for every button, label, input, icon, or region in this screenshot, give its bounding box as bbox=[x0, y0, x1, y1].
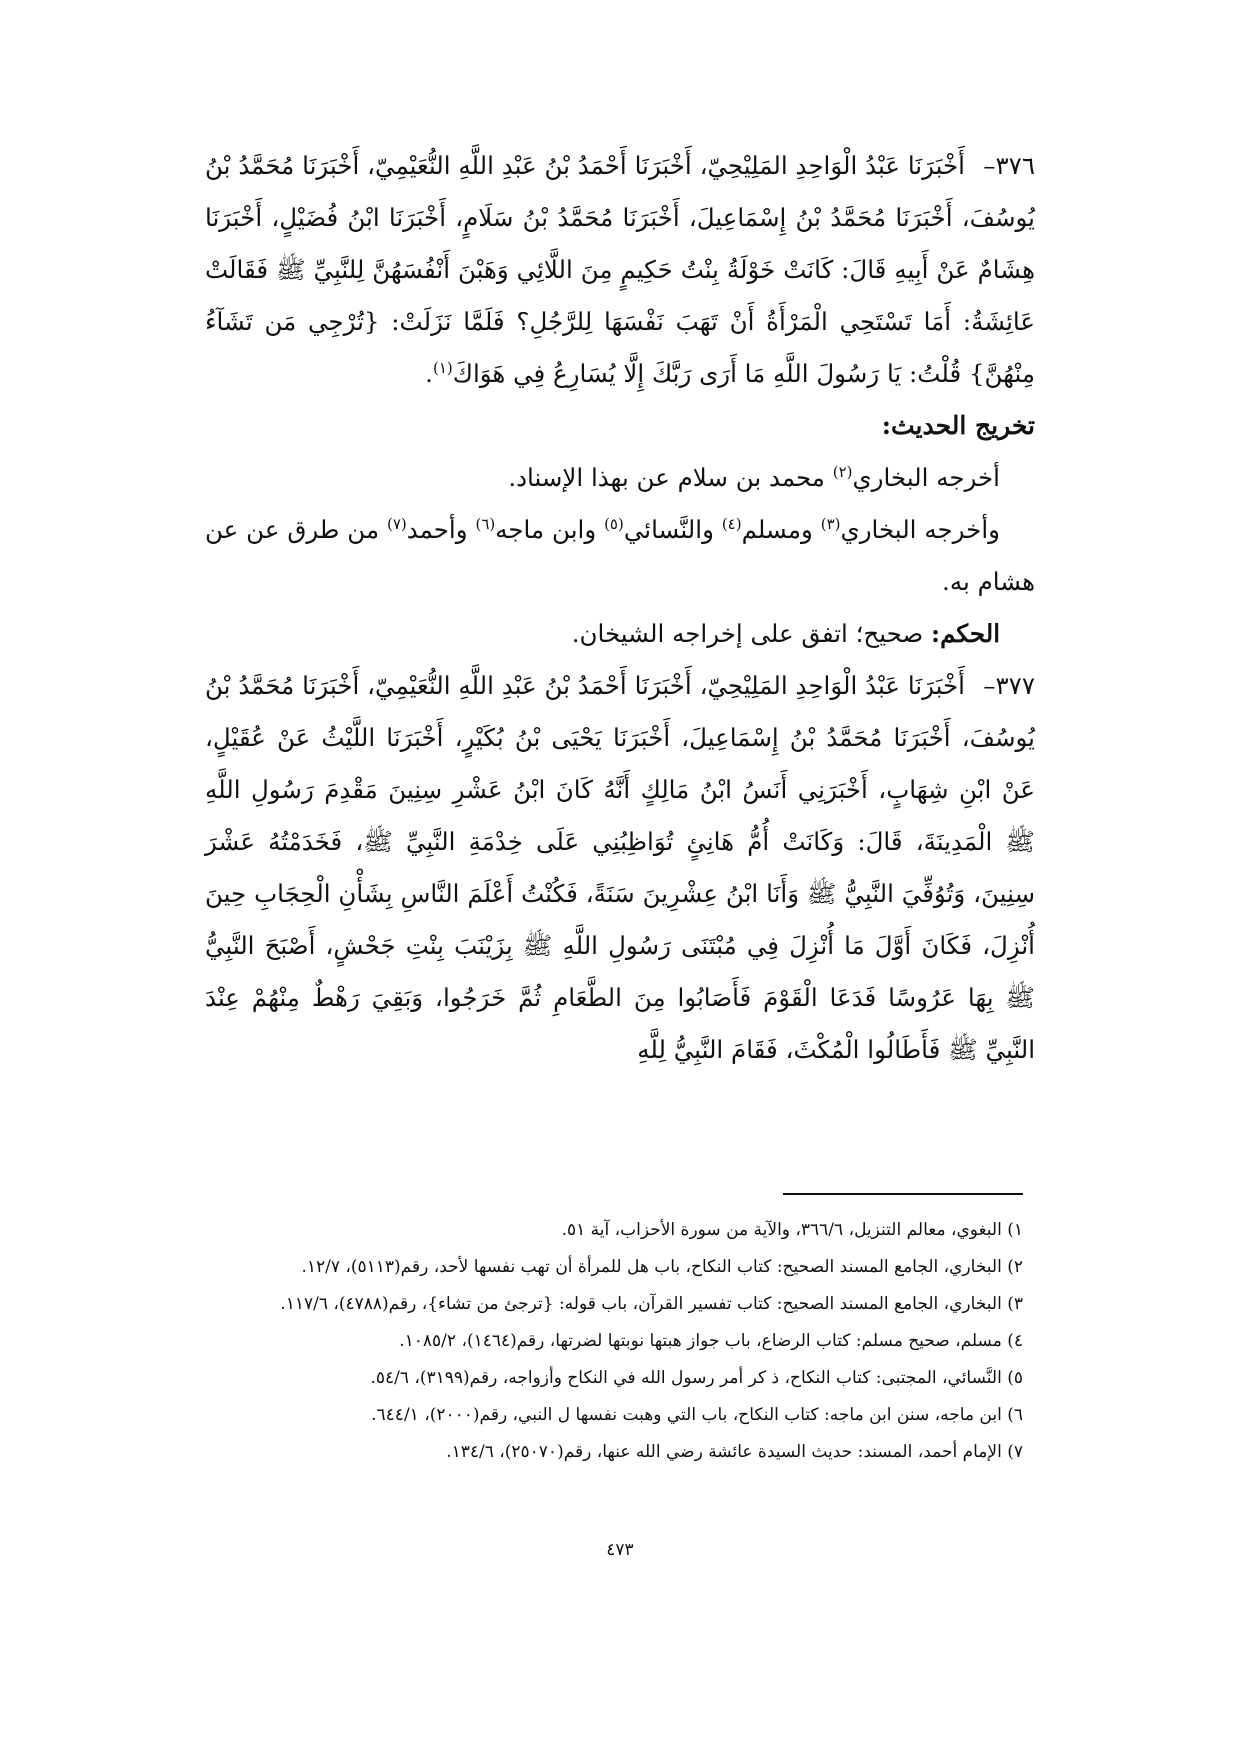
takhrij-text: ومسلم bbox=[741, 515, 821, 544]
takhrij-line-2 bbox=[205, 504, 1035, 608]
page-number: ٤٧٣ bbox=[606, 1540, 634, 1560]
footnote-ref[interactable]: (٣) bbox=[820, 514, 841, 533]
takhrij-heading: تخريج الحديث: bbox=[881, 411, 1035, 440]
footnote-ref[interactable]: (٤) bbox=[721, 514, 742, 533]
hadith-text: أَخْبَرَنَا عَبْدُ الْوَاحِدِ المَلِيْحِيّ، أَخْبَرَنَا أَحْمَدُ بْنُ عَبْدِ اللَّهِ النُّعَيْمِيّ، أَخْبَرَنَا مُحَمَّدُ بْنُ يُوسُفَ، أَخْبَرَنَا مُحَمَّدُ بْنُ إِسْمَاعِيلَ، أَخْبَرَنَا مُحَمَّدُ بْنُ سَلَامٍ، أَخْبَرَنَا ابْنُ فُضَيْلٍ، أَخْبَرَنَا هِشَامٌ عَنْ أَبِيهِ قَالَ: كَانَتْ خَوْلَةُ بِنْتُ حَكِيمٍ مِنَ اللَّائِي وَهَبْنَ أَنْفُسَهُنَّ لِلنَّبِيِّ ﷺ فَقَالَتْ عَائِشَةُ: أَمَا تَسْتَحِي الْمَرْأَةُ أَنْ تَهَبَ نَفْسَهَا لِلرَّجُلِ؟ فَلَمَّا نَزَلَتْ: {تُرْجِي مَن تَشَآءُ مِنْهُنَّ} قُلْتُ: يَا رَسُولَ اللَّهِ مَا أَرَى رَبَّكَ إِلَّا يُسَارِعُ فِي هَوَاكَ bbox=[205, 151, 1035, 388]
footnote-7: ٧) الإمام أحمد، المسند: حديث السيدة عائشة رضي الله عنها، رقم(٢٥٠٧٠)، ١٣٤/٦. bbox=[446, 1442, 1023, 1462]
footnote-6: ٦) ابن ماجه، سنن ابن ماجه: كتاب النكاح، باب التي وهبت نفسها ل النبي، رقم(٢٠٠٠)، ٦٤٤/١. bbox=[371, 1405, 1023, 1425]
takhrij-text: وابن ماجه bbox=[495, 515, 605, 544]
ruling bbox=[205, 608, 1035, 660]
takhrij-text: محمد بن سلام عن بهذا الإسناد. bbox=[508, 463, 833, 492]
footnotes bbox=[193, 1212, 1023, 1471]
ruling-label: الحكم: bbox=[931, 619, 1000, 648]
hadith-number: ٣٧٦– bbox=[983, 151, 1035, 180]
takhrij-text: وأخرجه البخاري bbox=[840, 515, 1000, 544]
takhrij-line-1 bbox=[205, 452, 1035, 504]
footnote-divider bbox=[783, 1193, 1023, 1195]
hadith-text: أَخْبَرَنَا عَبْدُ الْوَاحِدِ المَلِيْحِيّ، أَخْبَرَنَا أَحْمَدُ بْنُ عَبْدِ اللَّهِ النُّعَيْمِيّ، أَخْبَرَنَا مُحَمَّدُ بْنُ يُوسُفَ، أَخْبَرَنَا مُحَمَّدُ بْنُ إِسْمَاعِيلَ، أَخْبَرَنَا يَحْيَى بْنُ بُكَيْرٍ، أَخْبَرَنَا اللَّيْثُ عَنْ عُقَيْلٍ، عَنْ ابْنِ شِهَابٍ، أَخْبَرَنِي أَنَسُ ابْنُ مَالِكٍ أَنَّهُ كَانَ ابْنُ عَشْرِ سِنِينَ مَقْدِمَ رَسُولِ اللَّهِ ﷺ الْمَدِينَةَ، قَالَ: وَكَانَتْ أُمُّ هَانِئٍ تُوَاظِبُنِي عَلَى خِدْمَةِ النَّبِيِّ ﷺ، فَخَدَمْتُهُ عَشْرَ سِنِينَ، وَتُوُفِّيَ النَّبِيُّ ﷺ وَأَنَا ابْنُ عِشْرِينَ سَنَةً، فَكُنْتُ أَعْلَمَ النَّاسِ بِشَأْنِ الْحِجَابِ حِينَ أُنْزِلَ، فَكَانَ أَوَّلَ مَا أُنْزِلَ فِي مُبْتَنَى رَسُولِ اللَّهِ ﷺ بِزَيْنَبَ بِنْتِ جَحْشٍ، أَصْبَحَ النَّبِيُّ ﷺ بِهَا عَرُوسًا فَدَعَا الْقَوْمَ فَأَصَابُوا مِنَ الطَّعَامِ ثُمَّ خَرَجُوا، وَبَقِيَ رَهْطٌ مِنْهُمْ عِنْدَ النَّبِيِّ ﷺ فَأَطَالُوا الْمُكْثَ، فَقَامَ النَّبِيُّ لِلَّهِ bbox=[205, 671, 1035, 1064]
footnote-ref[interactable]: (٧) bbox=[386, 514, 407, 533]
hadith-377 bbox=[205, 660, 1035, 1076]
hadith-number: ٣٧٧– bbox=[983, 671, 1035, 700]
footnote-5: ٥) النَّسائي، المجتبى: كتاب النكاح، ذ كر أمر رسول الله في النكاح وأزواجه، رقم(٣١٩٩)، ٥٤/٦. bbox=[370, 1368, 1023, 1388]
takhrij-text: أخرجه البخاري bbox=[852, 463, 1000, 492]
hadith-end: . bbox=[425, 359, 433, 388]
footnote-4: ٤) مسلم، صحيح مسلم: كتاب الرضاع، باب جواز هبتها نوبتها لضرتها، رقم(١٤٦٤)، ١٠٨٥/٢. bbox=[399, 1331, 1023, 1351]
footnote-ref[interactable]: (٥) bbox=[604, 514, 624, 533]
footnote-3: ٣) البخاري، الجامع المسند الصحيح: كتاب تفسير القرآن، باب قوله: {ترجئ من تشاء}، رقم(٤٧٨٨)، ١١٧/٦. bbox=[280, 1294, 1023, 1314]
takhrij-text: والنَّسائي bbox=[623, 515, 722, 544]
main-text bbox=[205, 140, 1035, 1076]
takhrij-text: من طرق عن عن هشام به. bbox=[205, 515, 1035, 596]
footnote-ref[interactable]: (٦) bbox=[475, 514, 496, 533]
footnote-ref[interactable]: (١) bbox=[432, 358, 453, 377]
footnote-ref[interactable]: (٢) bbox=[832, 462, 853, 481]
footnote-2: ٢) البخاري، الجامع المسند الصحيح: كتاب النكاح، باب هل للمرأة أن تهب نفسها لأحد، رقم(٥١١٣)، ١٢/٧. bbox=[301, 1257, 1023, 1277]
footnote-1: ١) البغوي، معالم التنزيل، ٣٦٦/٦، والآية من سورة الأحزاب، آية ٥١. bbox=[561, 1220, 1023, 1240]
takhrij-text: وأحمد bbox=[406, 515, 476, 544]
ruling-text: صحيح؛ اتفق على إخراجه الشيخان. bbox=[571, 619, 932, 648]
hadith-376 bbox=[205, 140, 1035, 400]
